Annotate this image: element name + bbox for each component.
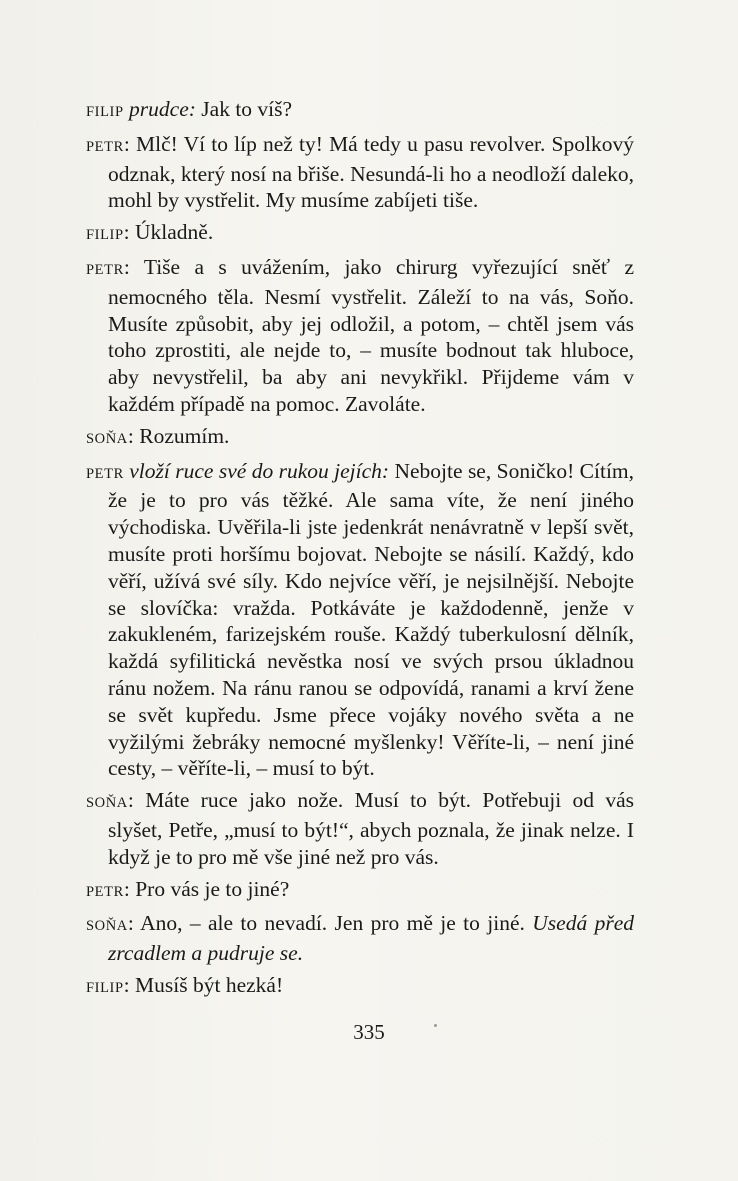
speaker-name: FILIP xyxy=(86,227,124,244)
speaker-name: PETR xyxy=(86,138,124,155)
speaker-separator: : xyxy=(127,423,140,448)
spoken-line: Ano, – ale to nevadí. Jen pro mě je to jiné. xyxy=(140,911,533,936)
speaker-name: PETR xyxy=(86,261,124,278)
speaker-separator: : xyxy=(127,788,146,813)
speech-petr xyxy=(86,131,634,214)
spoken-line: Pro vás je to jiné? xyxy=(135,876,290,901)
speaker-name: SOŇA xyxy=(86,430,128,447)
play-dialogue xyxy=(86,96,634,1007)
spoken-line: Jak to víš? xyxy=(195,97,293,121)
spoken-line: Musíš být hezká! xyxy=(135,972,284,997)
speaker-name: PETR xyxy=(86,465,124,482)
speaker-separator: : xyxy=(123,254,144,279)
speaker-name: FILIP xyxy=(86,979,124,996)
speech-soňa xyxy=(86,787,634,870)
speech-petr xyxy=(86,458,634,783)
spoken-line: Nebojte se, Soničko! Cítím, že je to pro vás těžké. Ale sama víte, že není jiného východiska. Uvěřila-li jste jedenkrát nenávratně v lepší svět, musíte proti horšímu bojovat. Nebojte se násilí. Každý, kdo věří, užívá své síly. Kdo nejvíce věří, je nejsilnější. Nebojte se slovíčka: vražda. Potkáváte je každodenně, jenže v zakukleném, farizejském rouše. Každý tuberkulosní dělník, každá syfilitická nevěstka nosí ve svých prsou úkladnou ránu nožem. Na ránu ranou se odpovídá, ranami a krví žene se svět kupředu. Jsme přece vojáky nového světa a ne vyžilými žebráky nemocné myšlenky! Věříte-li, – není jiné cesty, – věříte-li, – musí to být. xyxy=(108,458,635,781)
speaker-separator: : xyxy=(123,131,137,156)
spoken-line: Máte ruce jako nože. Musí to být. Potřebuji od vás slyšet, Petře, „musí to být!“, abych poznala, že jinak nelze. I když je to pro mě vše jiné než pro vás. xyxy=(108,788,634,869)
speech-filip xyxy=(86,972,634,1002)
stage-direction: prudce: xyxy=(129,97,196,121)
speaker-separator: : xyxy=(123,972,136,997)
page-number: 335 xyxy=(353,1020,385,1044)
speech-soňa xyxy=(86,910,634,967)
spoken-line: Rozumím. xyxy=(139,423,230,448)
speech-petr xyxy=(86,254,634,418)
speech-petr xyxy=(86,876,634,906)
speaker-separator: : xyxy=(123,220,136,245)
spoken-line: Tiše a s uvážením, jako chirurg vyřezující sněť z nemocného těla. Nesmí vystřelit. Záleží to na vás, Soňo. Musíte způsobit, aby jej odložil, a potom, – chtěl jsem vás toho zprostiti, ale nejde to, – musíte bodnout tak hluboce, aby nevystřelil, ba aby ani nevykřikl. Přijdeme vám v každém případě na pomoc. Zavoláte. xyxy=(108,254,634,416)
spoken-line: Úkladně. xyxy=(135,220,214,245)
speaker-name: SOŇA xyxy=(86,795,128,812)
speech-filip xyxy=(86,219,634,249)
speaker-separator: : xyxy=(123,876,136,901)
speaker-name: FILIP xyxy=(86,104,124,120)
speaker-name: SOŇA xyxy=(86,918,128,935)
spoken-line: Mlč! Ví to líp než ty! Má tedy u pasu revolver. Spolkový odznak, který nosí na břiše. Nesundá-li ho a neodloží daleko, mohl by vystřelit. My musíme zabíjeti tiše. xyxy=(108,131,634,213)
speaker-separator: : xyxy=(127,911,141,936)
stage-direction: vloží ruce své do rukou jejích: xyxy=(129,458,390,483)
speaker-name: PETR xyxy=(86,883,124,900)
speech-soňa xyxy=(86,423,634,453)
stage-direction: Usedá před zrcadlem a pudruje se. xyxy=(108,911,634,966)
print-speck xyxy=(434,1024,437,1027)
speech-filip xyxy=(86,96,634,126)
